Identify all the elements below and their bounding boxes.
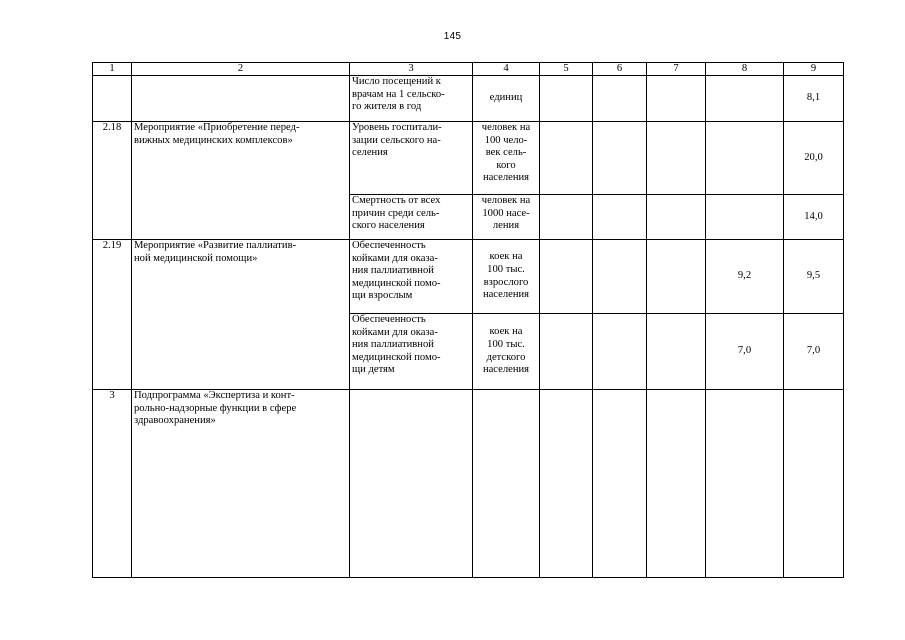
event-line: здравоохранения» [134, 415, 216, 427]
event-line: Подпрограмма «Экспертиза и конт- [134, 390, 295, 401]
value-cell: 8,1 [784, 76, 844, 122]
column-header: 8 [706, 63, 784, 76]
value-cell [706, 76, 784, 122]
column-header: 7 [647, 63, 706, 76]
value-cell [647, 122, 706, 195]
unit-line: кого [496, 159, 516, 171]
unit-cell [473, 240, 540, 314]
unit-line: населения [482, 172, 530, 184]
event-line: ной медицинской помощи» [134, 252, 258, 264]
event-cell [132, 240, 350, 390]
unit-line: 1000 насе- [482, 207, 530, 219]
indicator-line: Число посещений к [352, 76, 441, 87]
table-row [93, 240, 844, 314]
value-cell [593, 76, 647, 122]
event-line: рольно-надзорные функции в сфере [134, 402, 297, 414]
unit-cell [473, 122, 540, 195]
unit-line: 100 тыс. [487, 338, 525, 350]
value-cell [647, 240, 706, 314]
indicator-line: Обеспеченность [352, 240, 426, 251]
value-cell: 20,0 [784, 122, 844, 195]
indicator-line: Смертность от всех [352, 195, 441, 206]
indicator-line: медицинской помо- [352, 277, 441, 289]
row-number-cell [93, 76, 132, 122]
indicator-line: зации сельского на- [352, 134, 441, 146]
event-line: вижных медицинских комплексов» [134, 134, 293, 146]
value-cell [706, 122, 784, 195]
value-cell [540, 76, 593, 122]
indicator-line: го жителя в год [352, 101, 422, 113]
event-line: Мероприятие «Развитие паллиатив- [134, 240, 297, 251]
column-header: 4 [473, 63, 540, 76]
unit-cell [473, 314, 540, 390]
value-cell [647, 76, 706, 122]
table-row [93, 122, 844, 195]
value-cell: 14,0 [784, 195, 844, 240]
indicator-cell [350, 240, 473, 314]
value-cell [593, 122, 647, 195]
unit-line: век сель- [485, 147, 527, 159]
page-number: 145 [443, 31, 462, 42]
value-cell [540, 195, 593, 240]
indicator-line: щи детям [352, 364, 395, 376]
unit-line: населения [482, 364, 530, 376]
indicator-line: Обеспеченность [352, 314, 426, 325]
indicator-line: щи взрослым [352, 290, 413, 302]
unit-line: 100 чело- [484, 134, 528, 146]
value-cell: 9,5 [784, 240, 844, 314]
value-cell [647, 390, 706, 578]
column-header: 2 [132, 63, 350, 76]
indicator-line: медицинской помо- [352, 351, 441, 363]
unit-line: населения [482, 289, 530, 301]
indicator-cell [350, 314, 473, 390]
row-number-cell: 2.19 [93, 240, 132, 390]
value-cell [593, 390, 647, 578]
indicator-cell [350, 122, 473, 195]
indicator-line: врачам на 1 сельско- [352, 88, 445, 100]
event-cell [132, 390, 350, 578]
value-cell: 7,0 [706, 314, 784, 390]
table-row [93, 76, 844, 122]
value-cell [706, 195, 784, 240]
indicator-line: ния паллиативной [352, 265, 434, 277]
table-row [93, 390, 844, 578]
event-cell [132, 122, 350, 240]
unit-line: единиц [489, 92, 523, 104]
indicator-line: ского населения [352, 220, 425, 232]
value-cell [540, 240, 593, 314]
column-header: 5 [540, 63, 593, 76]
value-cell [593, 195, 647, 240]
value-cell: 9,2 [706, 240, 784, 314]
value-cell [706, 390, 784, 578]
indicator-line: койками для оказа- [352, 326, 438, 338]
indicator-line: Уровень госпитали- [352, 122, 442, 133]
column-header: 9 [784, 63, 844, 76]
unit-line: коек на [489, 326, 523, 338]
event-line: Мероприятие «Приобретение перед- [134, 122, 300, 133]
value-cell: 7,0 [784, 314, 844, 390]
value-cell [647, 314, 706, 390]
unit-cell [473, 390, 540, 578]
unit-line: детского [486, 351, 526, 363]
row-number-cell: 2.18 [93, 122, 132, 240]
indicator-line: ния паллиативной [352, 339, 434, 351]
column-header: 3 [350, 63, 473, 76]
unit-line: взрослого [483, 276, 529, 288]
value-cell [593, 240, 647, 314]
value-cell [540, 122, 593, 195]
column-header: 1 [93, 63, 132, 76]
indicator-cell [350, 390, 473, 578]
indicator-line: причин среди сель- [352, 207, 440, 219]
indicator-cell [350, 195, 473, 240]
table-header-row [93, 63, 844, 76]
value-cell [784, 390, 844, 578]
event-cell [132, 76, 350, 122]
value-cell [540, 314, 593, 390]
unit-cell [473, 195, 540, 240]
row-number-cell: 3 [93, 390, 132, 578]
column-header: 6 [593, 63, 647, 76]
unit-line: ления [492, 220, 520, 232]
unit-line: коек на [489, 251, 523, 263]
indicator-line: койками для оказа- [352, 252, 438, 264]
indicator-cell [350, 76, 473, 122]
unit-line: человек на [481, 122, 531, 133]
unit-cell [473, 76, 540, 122]
value-cell [593, 314, 647, 390]
value-cell [540, 390, 593, 578]
indicator-line: селения [352, 147, 388, 159]
value-cell [647, 195, 706, 240]
indicators-table [92, 62, 844, 578]
unit-line: 100 тыс. [487, 263, 525, 275]
unit-line: человек на [481, 195, 531, 206]
